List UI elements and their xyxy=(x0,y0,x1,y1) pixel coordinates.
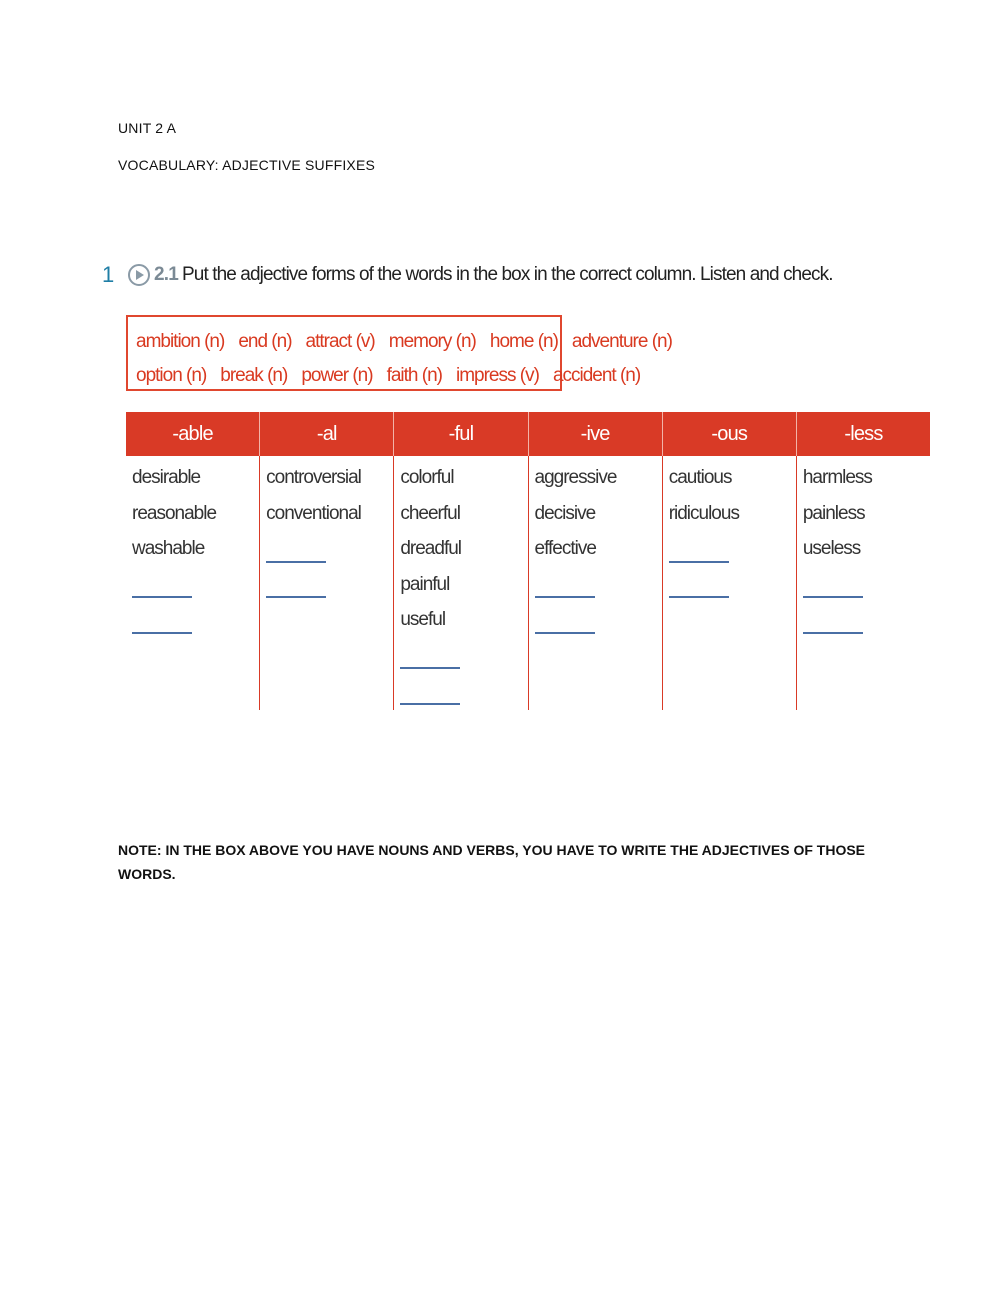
word-item: home (n) xyxy=(489,331,558,352)
example-adjective: reasonable xyxy=(132,502,217,524)
word-item: ambition (n) xyxy=(136,331,225,352)
exercise-instruction: Put the adjective forms of the words in the box in the correct column. Listen and check. xyxy=(182,264,833,285)
suffix-column xyxy=(797,456,930,710)
suffix-column xyxy=(663,456,797,710)
suffix-header: -ful xyxy=(394,412,528,456)
example-adjective: colorful xyxy=(400,467,454,488)
word-item: adventure (n) xyxy=(571,331,672,352)
answer-blank[interactable] xyxy=(803,573,865,609)
example-adjective: decisive xyxy=(534,502,596,524)
example-adjective: harmless xyxy=(802,467,872,488)
answer-blank[interactable] xyxy=(669,573,731,609)
word-box-row-2 xyxy=(136,359,641,393)
suffix-column xyxy=(260,456,394,710)
example-adjective: washable xyxy=(132,538,205,559)
word-item: option (n) xyxy=(136,365,207,386)
answer-blank[interactable] xyxy=(535,573,597,609)
word-item: power (n) xyxy=(301,365,373,386)
instruction-note: NOTE: IN THE BOX ABOVE YOU HAVE NOUNS AND VERBS, YOU HAVE TO WRITE THE ADJECTIVES OF THOSE WORDS. xyxy=(118,842,866,882)
example-adjective: effective xyxy=(534,538,596,559)
suffix-header: -al xyxy=(260,412,394,456)
example-adjective: conventional xyxy=(266,502,361,524)
word-item: faith (n) xyxy=(386,365,442,386)
suffix-header-row xyxy=(126,412,930,456)
example-adjective: painful xyxy=(400,573,450,595)
word-box xyxy=(126,315,672,391)
answer-blank[interactable] xyxy=(803,608,865,644)
audio-track-number: 2.1 xyxy=(154,264,179,285)
answer-blank[interactable] xyxy=(535,608,597,644)
example-adjective: desirable xyxy=(132,467,201,488)
word-box-row-1 xyxy=(136,325,672,359)
word-item: accident (n) xyxy=(552,365,641,386)
answer-blank[interactable] xyxy=(400,644,462,680)
suffix-header: -able xyxy=(126,412,260,456)
example-adjective: controversial xyxy=(266,467,361,488)
suffix-header: -ive xyxy=(529,412,663,456)
answer-blank[interactable] xyxy=(132,573,194,609)
example-adjective: aggressive xyxy=(534,467,617,488)
suffix-table xyxy=(126,412,930,710)
suffix-header: -less xyxy=(844,422,883,445)
suffix-column xyxy=(529,456,663,710)
example-adjective: painless xyxy=(802,502,865,524)
exercise-number: 1 xyxy=(102,262,115,287)
suffix-body-row xyxy=(126,456,930,710)
answer-blank[interactable] xyxy=(266,537,328,573)
word-item: break (n) xyxy=(220,365,288,386)
exercise-heading xyxy=(102,262,833,288)
topic-title: VOCABULARY: ADJECTIVE SUFFIXES xyxy=(118,157,376,173)
suffix-column xyxy=(126,456,260,710)
example-adjective: useless xyxy=(802,538,861,559)
suffix-column xyxy=(394,456,528,710)
answer-blank[interactable] xyxy=(669,537,731,573)
example-adjective: dreadful xyxy=(400,538,462,559)
example-adjective: ridiculous xyxy=(668,502,739,524)
example-adjective: useful xyxy=(400,609,446,630)
word-item: memory (n) xyxy=(388,331,476,352)
answer-blank[interactable] xyxy=(400,679,462,715)
example-adjective: cautious xyxy=(668,467,732,488)
suffix-header: -ous xyxy=(663,412,797,456)
play-audio-icon[interactable] xyxy=(128,264,150,286)
word-item: end (n) xyxy=(238,331,292,352)
answer-blank[interactable] xyxy=(266,573,328,609)
unit-title: UNIT 2 A xyxy=(118,120,177,136)
word-item: impress (v) xyxy=(455,365,539,386)
word-item: attract (v) xyxy=(305,331,375,352)
answer-blank[interactable] xyxy=(132,608,194,644)
example-adjective: cheerful xyxy=(400,502,460,524)
